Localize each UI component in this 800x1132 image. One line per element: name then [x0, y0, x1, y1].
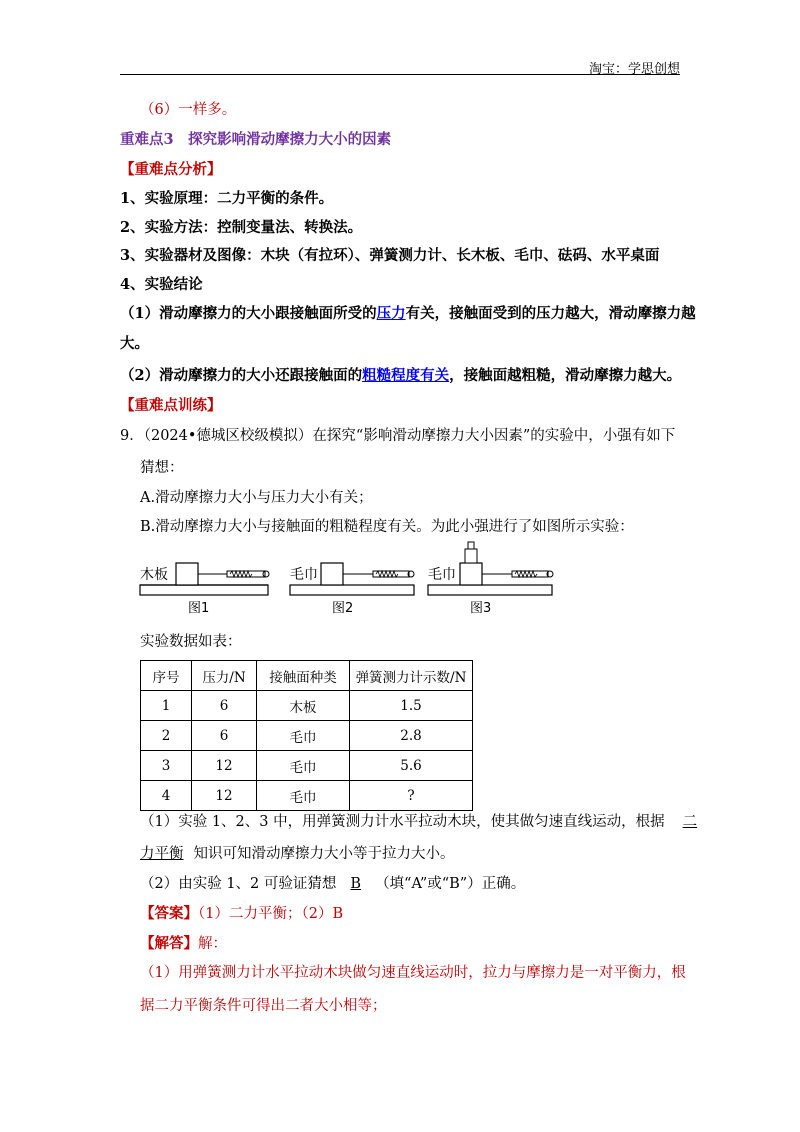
experiment-figures	[130, 535, 560, 615]
explain-label: 【解答】	[140, 935, 198, 952]
explain-line	[140, 934, 227, 954]
board-2	[290, 585, 414, 595]
table-header-cell: 序号	[141, 661, 192, 691]
training-heading: 【重难点训练】	[120, 397, 222, 414]
subquestion-1	[140, 812, 697, 832]
table-cell: 12	[192, 781, 257, 811]
header-brand: 淘宝：学思创想	[588, 62, 680, 77]
table-cell: ?	[350, 781, 473, 811]
conclusion-2-post: ，接触面越粗糙，滑动摩擦力越大。	[449, 367, 682, 384]
table-row	[141, 751, 473, 781]
subquestion-1-cont	[140, 844, 455, 864]
section-title: 重难点3 探究影响滑动摩擦力大小的因素	[120, 131, 392, 148]
fig3-surface-label: 毛巾	[428, 567, 456, 583]
table-row	[141, 691, 473, 721]
table-row	[141, 721, 473, 751]
table-cell: 2	[141, 721, 192, 751]
answer-line	[140, 904, 343, 924]
answer-label: 【答案】	[140, 905, 198, 922]
conclusion-2	[120, 366, 681, 386]
table-cell: 毛巾	[257, 721, 350, 751]
table-intro: 实验数据如表：	[140, 634, 242, 650]
fig1-caption: 图1	[188, 601, 210, 615]
figure-2	[290, 563, 414, 615]
data-table	[140, 660, 473, 811]
figure-1	[140, 563, 269, 615]
table-cell: 5.6	[350, 751, 473, 781]
link-roughness[interactable]: 粗糙程度有关	[362, 367, 450, 384]
block-1	[176, 563, 198, 585]
table-cell: 毛巾	[257, 751, 350, 781]
conclusion-1-pre: （1）滑动摩擦力的大小跟接触面所受的	[120, 305, 377, 322]
table-cell: 2.8	[350, 721, 473, 751]
table-header-row	[141, 661, 473, 691]
subquestion-1-pre: （1）实验 1、2、3 中，用弹簧测力计水平拉动木块，使其做匀速直线运动，根据	[140, 814, 665, 830]
table-row	[141, 781, 473, 811]
subquestion-1-answer-b: 力平衡	[140, 846, 184, 862]
equipment-line: 3、实验器材及图像：木块（有拉环）、弹簧测力计、长木板、毛巾、砝码、水平桌面	[120, 247, 660, 264]
table-cell: 1.5	[350, 691, 473, 721]
table-cell: 1	[141, 691, 192, 721]
guess-a: A.滑动摩擦力大小与压力大小有关；	[140, 490, 373, 506]
table-cell: 3	[141, 751, 192, 781]
conclusion-heading: 4、实验结论	[120, 276, 203, 293]
weight	[465, 549, 477, 563]
board-1	[140, 585, 268, 595]
subquestion-2	[140, 874, 525, 894]
fig2-surface-label: 毛巾	[290, 567, 318, 583]
table-cell: 6	[192, 691, 257, 721]
analysis-heading: 【重难点分析】	[120, 161, 222, 178]
fig2-caption: 图2	[332, 601, 354, 615]
method-line: 2、实验方法：控制变量法、转换法。	[120, 219, 363, 236]
table-cell: 12	[192, 751, 257, 781]
table-cell: 6	[192, 721, 257, 751]
fig3-caption: 图3	[470, 601, 492, 615]
answer-text: （1）二力平衡；（2）B	[198, 906, 344, 922]
item-6-answer: （6）一样多。	[140, 102, 237, 118]
subquestion-1-post: 知识可知滑动摩擦力大小等于拉力大小。	[193, 846, 455, 862]
table-header-cell: 压力/N	[192, 661, 257, 691]
table-header-cell: 弹簧测力计示数/N	[350, 661, 473, 691]
link-pressure[interactable]: 压力	[376, 305, 406, 322]
explanation-1-line-1: （1）用弹簧测力计水平拉动木块做匀速直线运动时，拉力与摩擦力是一对平衡力，根	[140, 965, 686, 981]
header-rule	[120, 74, 680, 75]
subquestion-2-pre: （2）由实验 1、2 可验证猜想	[140, 876, 337, 892]
figure-3	[428, 542, 553, 615]
subquestion-1-answer-a: 二	[682, 814, 698, 830]
conclusion-1	[120, 304, 696, 324]
table-cell: 4	[141, 781, 192, 811]
explain-text: 解：	[198, 936, 227, 952]
principle-line: 1、实验原理：二力平衡的条件。	[120, 190, 334, 207]
table-cell: 木板	[257, 691, 350, 721]
question-9-stem: 9．（2024•德城区校级模拟）在探究“影响滑动摩擦力大小因素”的实验中，小强有如下	[120, 428, 676, 444]
explanation-1-line-2: 据二力平衡条件可得出二者大小相等；	[140, 998, 387, 1014]
conclusion-1-post: 有关，接触面受到的压力越大，滑动摩擦力越	[405, 305, 696, 322]
conclusion-1-end: 大。	[120, 335, 149, 352]
block-3	[460, 563, 482, 585]
fig1-surface-label: 木板	[140, 567, 168, 583]
block-2	[321, 563, 343, 585]
subquestion-2-post: （填“A”或“B”）正确。	[375, 876, 526, 892]
question-9-guess-label: 猜想：	[140, 460, 184, 476]
guess-b: B.滑动摩擦力大小与接触面的粗糙程度有关。为此小强进行了如图所示实验：	[140, 519, 634, 535]
board-3	[428, 585, 552, 595]
conclusion-2-pre: （2）滑动摩擦力的大小还跟接触面的	[120, 367, 363, 384]
table-header-cell: 接触面种类	[257, 661, 350, 691]
table-cell: 毛巾	[257, 781, 350, 811]
subquestion-2-answer: B	[350, 876, 362, 892]
